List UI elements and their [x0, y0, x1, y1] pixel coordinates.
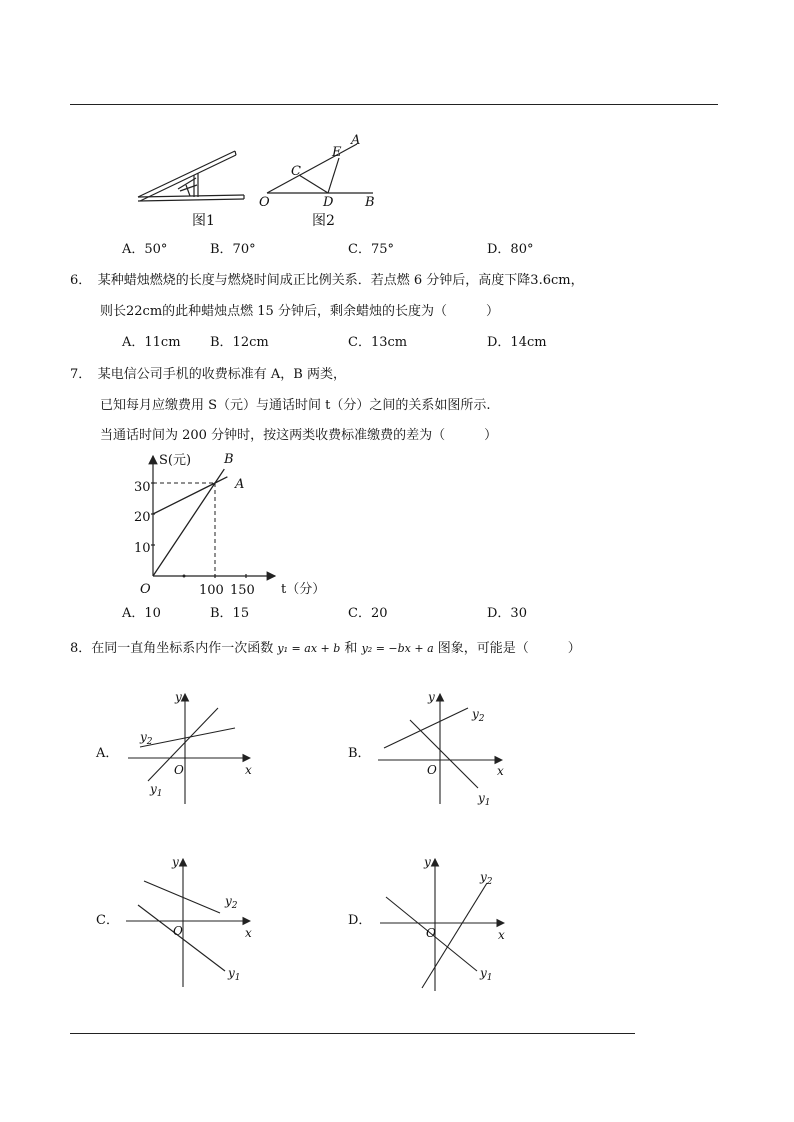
q8-option-b-label: B． [348, 746, 371, 761]
q6-option-d: D．14cm [487, 335, 547, 350]
q8-function-2: y₂ = −bx + a [361, 642, 434, 655]
y-tick-20: 20 [134, 510, 151, 525]
q5-figure-2 [255, 132, 380, 232]
y-axis-label: y [172, 855, 179, 869]
x-axis-label: x [245, 926, 252, 940]
point-O: O [259, 195, 270, 210]
q6-option-a: A．11cm [122, 335, 181, 350]
origin-label: O [173, 924, 183, 938]
q7-option-b: B．15 [210, 606, 250, 621]
base-plank-bottom [138, 199, 244, 201]
q8-function-1: y₁ = ax + b [277, 642, 341, 655]
q8-stem [70, 641, 581, 657]
fig1-caption: 图1 [192, 213, 215, 229]
y-tick-30: 30 [134, 480, 151, 495]
graph-y2 [144, 881, 220, 913]
line-a-label: A [235, 477, 245, 492]
x-axis-label: x [497, 764, 504, 778]
q8-graph-d [372, 853, 522, 995]
header-rule [70, 104, 718, 105]
graph-y1 [138, 905, 225, 971]
y-axis-label: y [428, 690, 435, 704]
q7-option-a: A．10 [122, 606, 161, 621]
graph-y2 [384, 708, 468, 748]
y1-label: $y_1$ [228, 966, 241, 983]
q6-option-c: C．13cm [348, 335, 408, 350]
q5-option-c: C．75° [348, 242, 394, 257]
ray-OA [267, 144, 357, 193]
x-tick-150: 150 [230, 583, 255, 598]
q8-option-a-label: A． [96, 746, 119, 761]
origin-label: O [426, 926, 436, 940]
y1-label: $y_1$ [478, 791, 491, 808]
segment-DE [328, 158, 339, 193]
origin-label: O [140, 582, 151, 597]
q6-line-2: 则长22cm的此种蜡烛点燃 15 分钟后，剩余蜡烛的长度为（ ） [100, 304, 499, 319]
q6-option-b: B．12cm [210, 335, 269, 350]
x-axis-label: x [245, 763, 252, 777]
footer-rule [70, 1033, 635, 1034]
series-line-a [153, 477, 227, 514]
graph-y1 [410, 720, 478, 788]
y2-label: $y_2$ [480, 870, 493, 887]
q8-stem-suffix: 图象，可能是（ ） [437, 641, 581, 656]
y2-label: $y_2$ [472, 707, 485, 724]
base-plank-top [138, 195, 244, 197]
point-A: A [351, 133, 361, 148]
x-tick-100: 100 [199, 583, 224, 598]
point-B: B [365, 195, 375, 210]
series-line-b [153, 469, 224, 576]
q8-stem-middle: 和 [344, 641, 358, 656]
point-E: E [332, 145, 342, 160]
q5-figure-1 [130, 145, 250, 230]
q8-graph-a [120, 688, 270, 806]
q8-stem-prefix: 8．在同一直角坐标系内作一次函数 [70, 641, 274, 656]
y2-label: $y_2$ [225, 894, 238, 911]
y2-label: $y_2$ [140, 730, 153, 747]
q7-line-2: 已知每月应缴费用 S（元）与通话时间 t（分）之间的关系如图所示. [100, 398, 491, 413]
q5-option-d: D．80° [487, 242, 534, 257]
line-b-label: B [224, 452, 234, 467]
q8-option-c-label: C． [96, 913, 119, 928]
y1-label: $y_1$ [480, 966, 493, 983]
q7-chart [115, 448, 335, 608]
origin-label: O [427, 763, 437, 777]
incline-plank-bottom [140, 155, 236, 201]
segment-CD [299, 175, 328, 193]
x-axis-label: t（分） [281, 582, 326, 597]
graph-y2 [140, 728, 235, 747]
y-axis-label: S(元) [159, 453, 192, 468]
q6-line-1: 6． 某种蜡烛燃烧的长度与燃烧时间成正比例关系．若点燃 6 分钟后，高度下降3.6cm， [70, 273, 584, 288]
origin-label: O [174, 763, 184, 777]
q5-option-a: A．50° [122, 242, 168, 257]
fig2-caption: 图2 [312, 213, 335, 229]
y-tick-10: 10 [134, 541, 151, 556]
q5-option-b: B．70° [210, 242, 256, 257]
y-axis-label: y [424, 855, 431, 869]
point-D: D [323, 195, 334, 210]
incline-plank-top [138, 151, 235, 197]
y1-label: $y_1$ [150, 782, 163, 799]
q7-line-1: 7． 某电信公司手机的收费标准有 A，B 两类， [70, 367, 346, 382]
q7-option-d: D．30 [487, 606, 527, 621]
q7-line-3: 当通话时间为 200 分钟时，按这两类收费标准缴费的差为（ ） [100, 428, 498, 443]
q7-option-c: C．20 [348, 606, 388, 621]
y-axis-label: y [175, 690, 182, 704]
x-axis-label: x [498, 928, 505, 942]
point-C: C [291, 164, 301, 179]
q8-option-d-label: D． [348, 913, 372, 928]
q8-graph-c [120, 853, 270, 988]
q8-graph-b [370, 688, 520, 806]
x-tick-dot [183, 575, 186, 578]
